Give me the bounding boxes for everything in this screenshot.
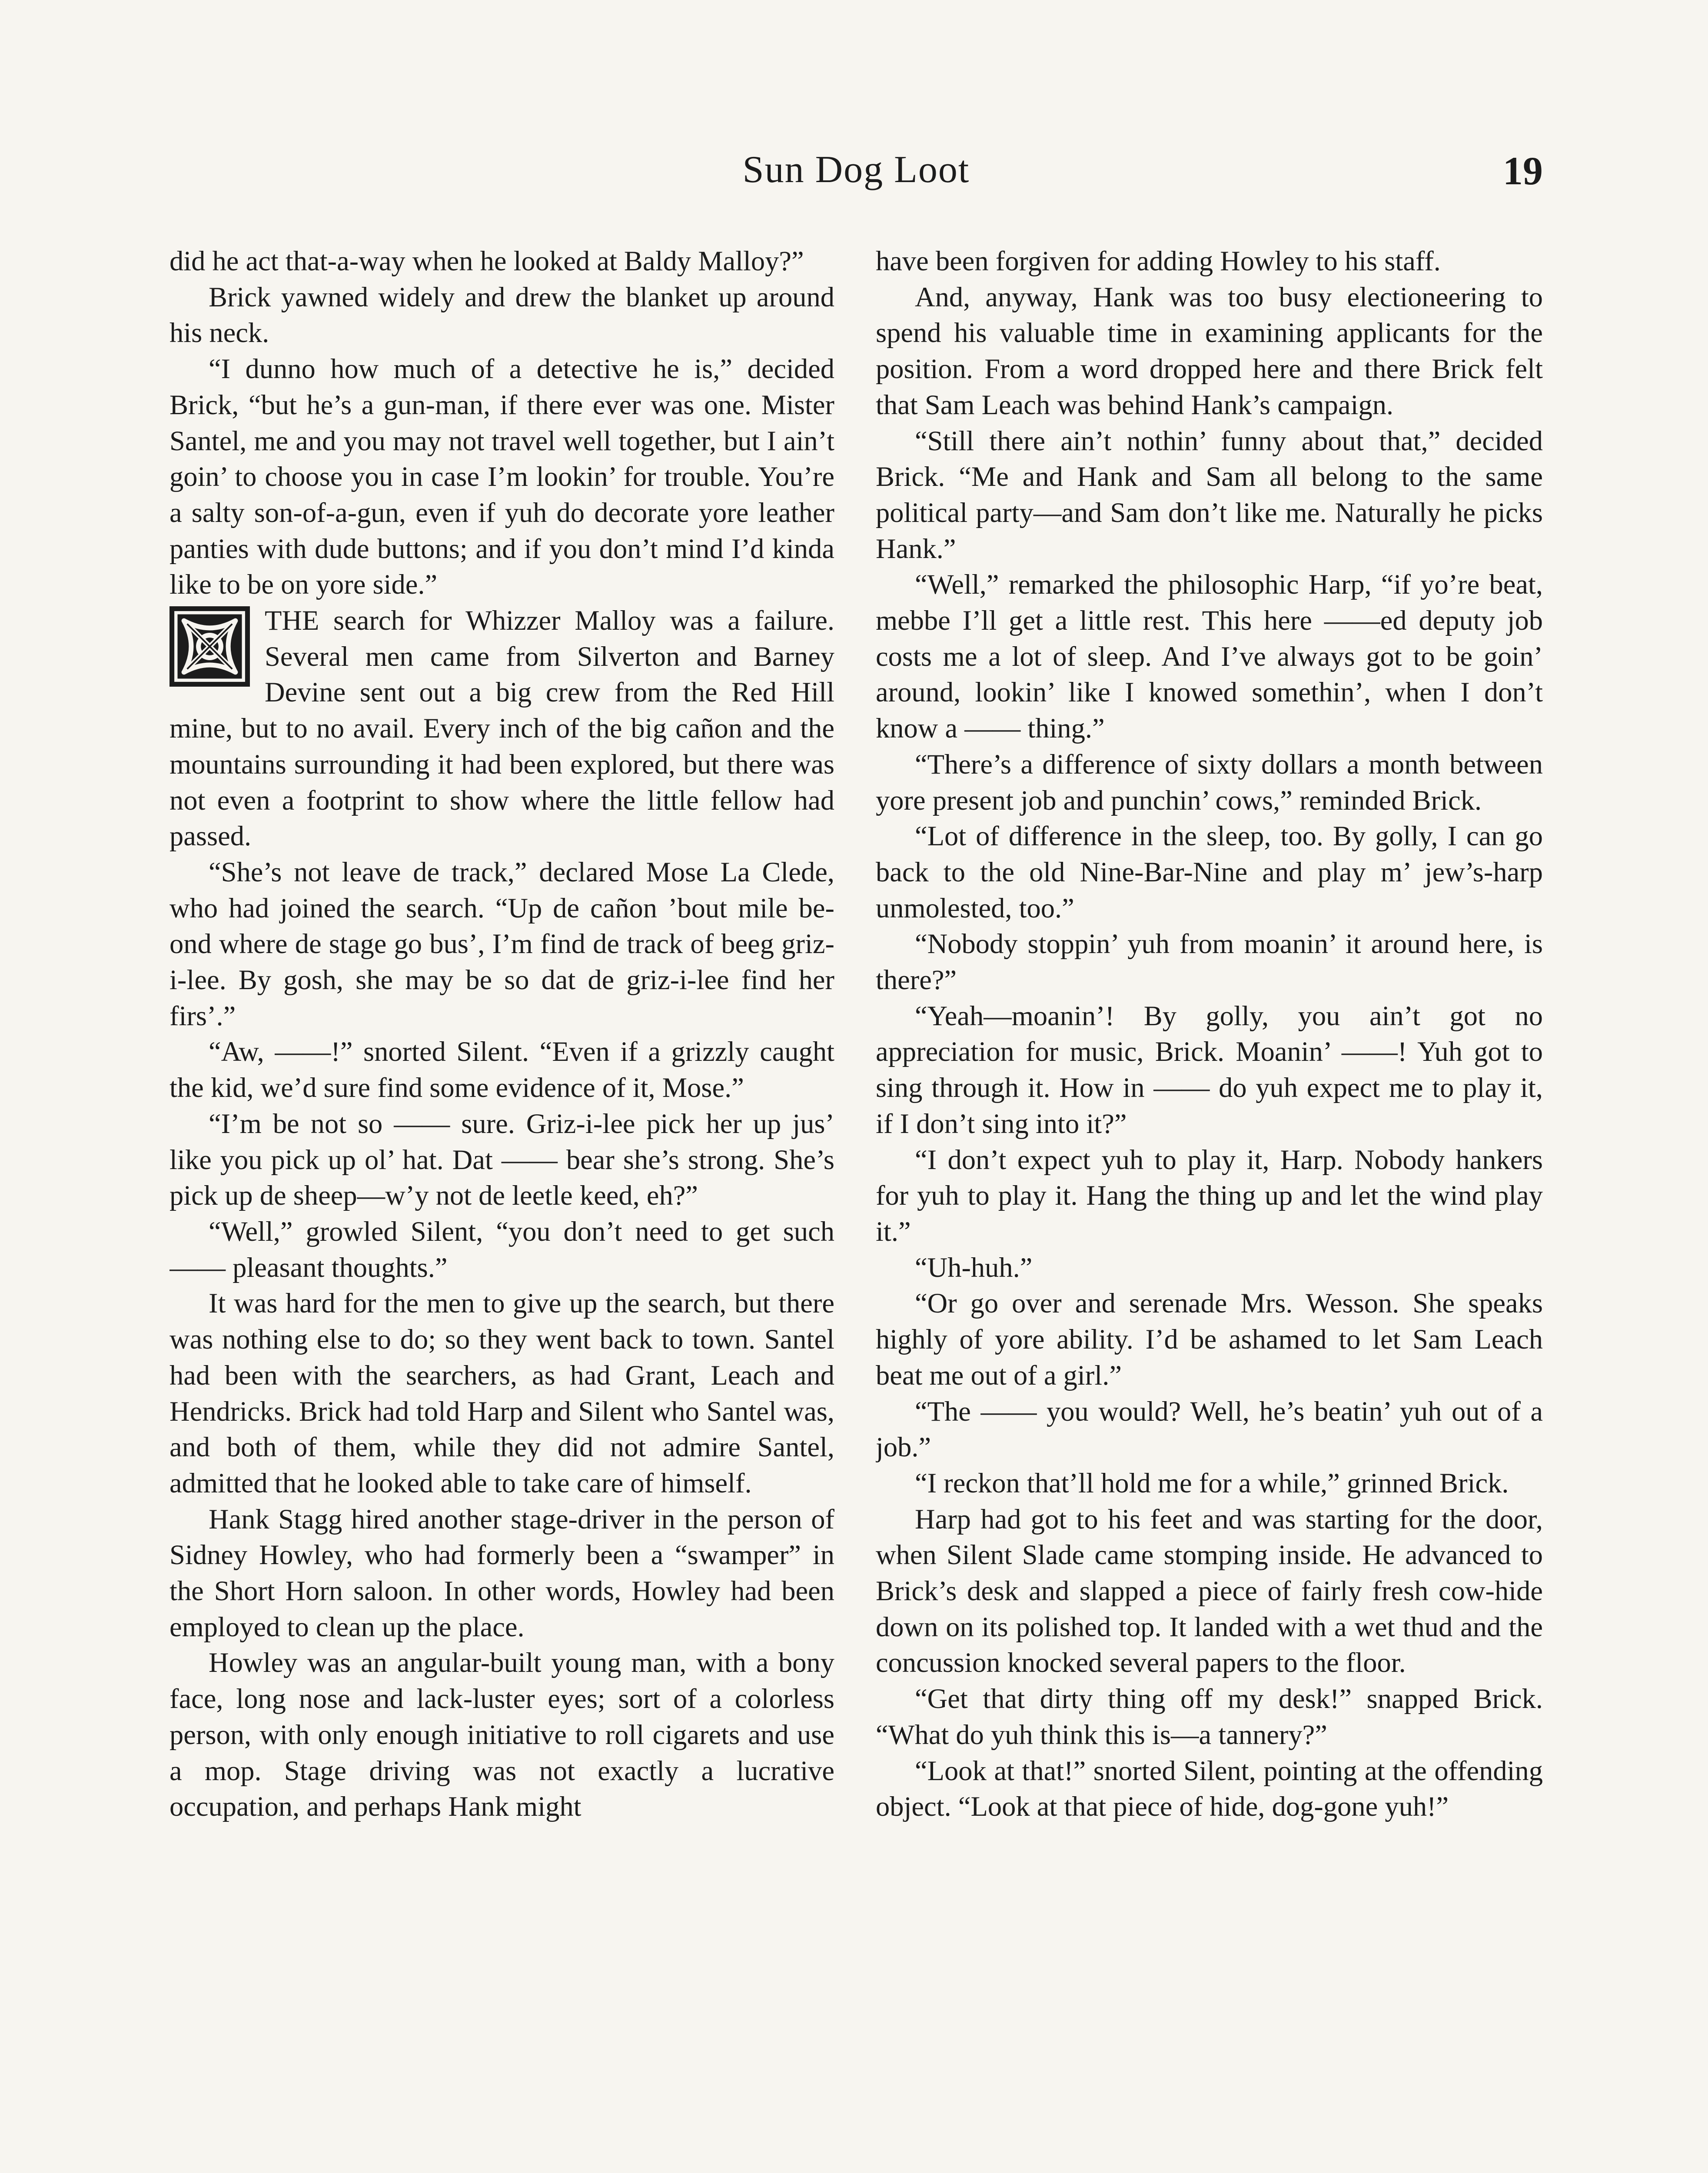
celtic-knot-ornament-icon (169, 606, 250, 687)
paragraph: “Still there ain’t nothin’ funny about that,” decided Brick. “Me and Hank and Sam all belong to the same political party—and Sam don’t like me. Naturally he picks Hank.” (876, 425, 1543, 564)
paragraph: “Lot of difference in the sleep, too. By golly, I can go back to the old Nine-Bar-Nine and play m’ jew’s-harp unmolested, too.” (876, 821, 1543, 924)
paragraph: “Well,” remarked the philosophic Harp, “if yo’re beat, mebbe I’ll get a little rest. This here ——ed deputy job costs me a lot of sleep. And I’ve always got to be goin’ around, lookin’ like I knowed somethin’, when I don’t know a —— thing.” (876, 569, 1543, 744)
paragraph: Harp had got to his feet and was starting for the door, when Silent Slade came stomping inside. He advanced to Brick’s desk and slapped a piece of fairly fresh cow-hide down on its polished top. It landed with a wet thud and the concussion knocked several papers to the floor. (876, 1503, 1543, 1678)
page-header (169, 148, 1543, 213)
paragraph: “Get that dirty thing off my desk!” snapped Brick. “What do yuh think this is—a tannery?” (876, 1683, 1543, 1750)
paragraph: “Uh-huh.” (915, 1252, 1033, 1283)
paragraph: “Aw, ——!” snorted Silent. “Even if a grizzly caught the kid, we’d sure find some evidence of it, Mose.” (169, 1036, 834, 1103)
paragraph: Hank Stagg hired another stage-driver in the person of Sidney Howley, who had formerly been a “swamper” in the Short Horn saloon. In other words, Howley had been employed to clean up the place. (169, 1503, 834, 1642)
paragraph: “Or go over and serenade Mrs. Wesson. She speaks highly of yore ability. I’d be ashamed to let Sam Leach beat me out of a girl.” (876, 1288, 1543, 1391)
paragraph: “Yeah—moanin’! By golly, you ain’t got no appreciation for music, Brick. Moanin’ ——! Yuh got to sing through it. How in —— do yuh expect me to play it, if I don’t sing into it?” (876, 1000, 1543, 1139)
paragraph: “Look at that!” snorted Silent, pointing at the offending object. “Look at that piece of hide, dog-gone yuh!” (876, 1755, 1543, 1822)
paragraph: “I’m be not so —— sure. Griz-i-lee pick her up jus’ like you pick up ol’ hat. Dat —— bear she’s strong. She’s pick up de sheep—w’y not de leetle keed, eh?” (169, 1108, 834, 1211)
right-column (876, 243, 1543, 2173)
paragraph: “There’s a difference of sixty dollars a month between yore present job and punchin’ cows,” reminded Brick. (876, 748, 1543, 816)
paragraph: “She’s not leave de track,” declared Mose La Clede, who had joined the search. “Up de cañon ’bout mile be-ond where de stage go bus’, I’m find de track of beeg griz-i-lee. By gosh, she may be so dat de griz-i-lee find her firs’.” (169, 856, 834, 1031)
page-number: 19 (1503, 149, 1543, 193)
paragraph: have been forgiven for adding Howley to his staff. (876, 246, 1441, 276)
section-opening-paragraph (169, 603, 834, 854)
paragraph: It was hard for the men to give up the search, but there was nothing else to do; so they went back to town. Santel had been with the searchers, as had Grant, Leach and Hendricks. Brick had told Harp and Silent who Santel was, and both of them, while they did not admire Santel, admitted that he looked able to take care of himself. (169, 1288, 834, 1499)
paragraph: “I dunno how much of a detective he is,” decided Brick, “but he’s a gun-man, if there ever was one. Mister Santel, me and you may not travel well together, but I ain’t goin’ to choose you in case I’m lookin’ for trouble. You’re a salty son-of-a-gun, even if yuh do decorate yore leather panties with dude buttons; and if you don’t mind I’d kinda like to be on yore side.” (169, 353, 834, 600)
left-column (169, 243, 834, 2173)
paragraph: Brick yawned widely and drew the blanket up around his neck. (169, 281, 834, 349)
paragraph: And, anyway, Hank was too busy electioneering to spend his valuable time in examining applicants for the position. From a word dropped here and there Brick felt that Sam Leach was behind Hank’s campaign. (876, 281, 1543, 420)
paragraph: “The —— you would? Well, he’s beatin’ yuh out of a job.” (876, 1396, 1543, 1463)
paragraph: “Well,” growled Silent, “you don’t need to get such —— pleasant thoughts.” (169, 1216, 834, 1283)
running-title: Sun Dog Loot (742, 149, 970, 191)
paragraph: Howley was an angular-built young man, with a bony face, long nose and lack-luster eyes; sort of a colorless person, with only enough initiative to roll cigarets and use a mop. Stage driving was not exactly a lucrative occupation, and perhaps Hank might (169, 1647, 834, 1822)
paragraph: did he act that-a-way when he looked at Baldy Malloy?” (169, 246, 804, 276)
paragraph: “I reckon that’ll hold me for a while,” grinned Brick. (915, 1467, 1509, 1499)
paragraph: “Nobody stoppin’ yuh from moanin’ it around here, is there?” (876, 928, 1543, 996)
paragraph-text: THE search for Whizzer Malloy was a failure. Several men came from Silverton and Barney Devine sent out a big crew from the Red Hill mine, but to no avail. Every inch of the big cañon and the mountains surrounding it had been explored, but there was not even a footprint to show where the little fellow had passed. (169, 605, 834, 852)
paragraph: “I don’t expect yuh to play it, Harp. Nobody hankers for yuh to play it. Hang the thing up and let the wind play it.” (876, 1144, 1543, 1247)
